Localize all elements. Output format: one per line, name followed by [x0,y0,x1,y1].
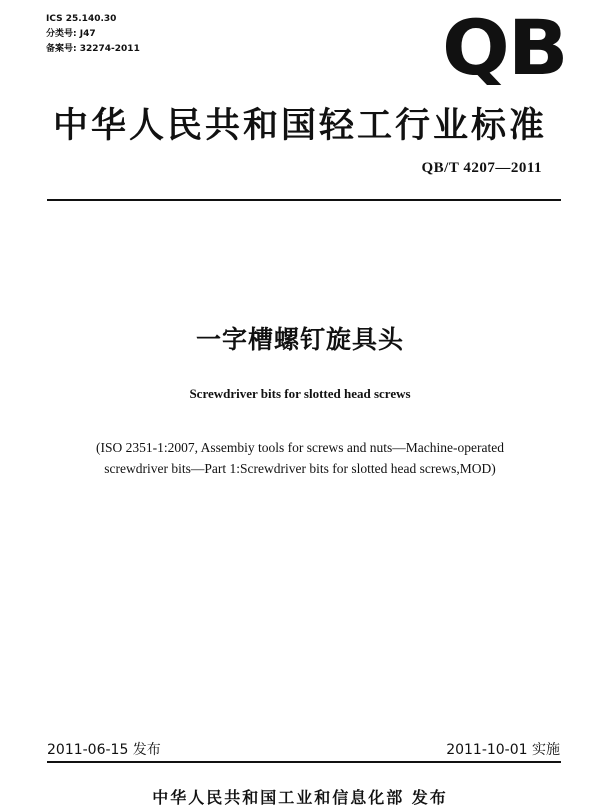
qb-logo: QB [442,3,567,92]
iso-reference-line-2: screwdriver bits—Part 1:Screwdriver bits for slotted head screws,MOD) [104,461,496,476]
footer-divider [47,761,561,763]
standard-category-title: 中华人民共和国轻工行业标准 [52,106,547,146]
publication-date: 2011-06-15 发布 [47,742,161,758]
ics-code: ICS 25.140.30 [46,14,117,24]
iso-reference [60,437,540,479]
document-metadata [46,12,140,57]
classification-code: 分类号: J47 [46,29,96,39]
iso-reference-line-1: (ISO 2351-1:2007, Assembiy tools for screws and nuts—Machine-operated [96,440,504,455]
document-title-english: Screwdriver bits for slotted head screws [189,386,411,401]
header-divider [47,199,561,201]
record-number: 备案号: 32274-2011 [46,44,140,54]
issuing-authority: 中华人民共和国工业和信息化部 发布 [152,788,448,807]
implementation-date: 2011-10-01 实施 [446,742,560,758]
standard-number: QB/T 4207—2011 [421,160,542,176]
document-title-chinese: 一字槽螺钉旋具头 [195,325,404,354]
